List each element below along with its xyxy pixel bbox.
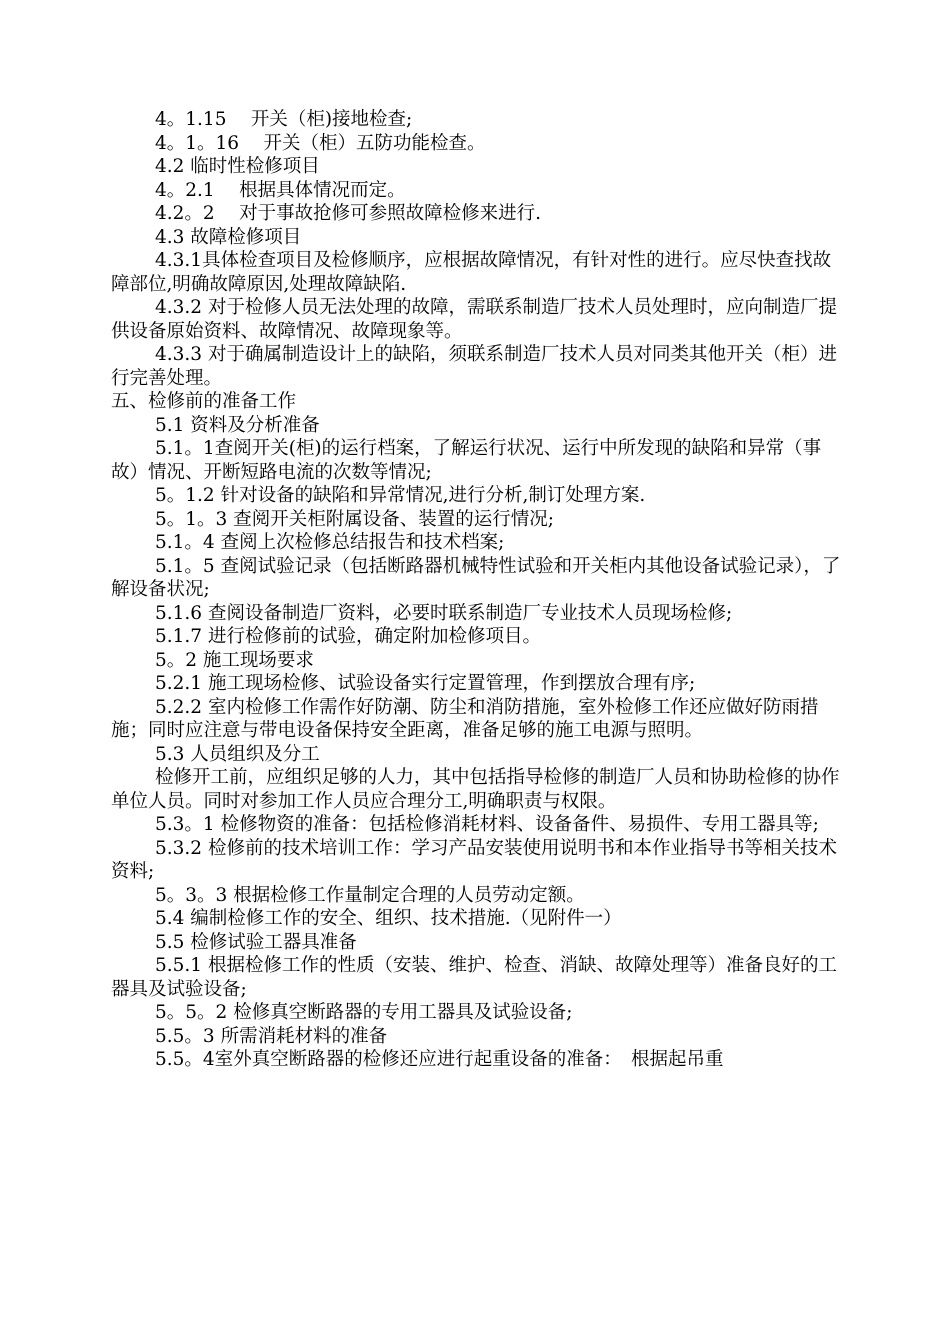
paragraph-5-1-1: 5.1。1查阅开关(柜)的运行档案，了解运行状况、运行中所发现的缺陷和异常（事故）情况、开断短路电流的次数等情况;	[111, 438, 822, 483]
paragraph-5-1-4: 5.1。4 查阅上次检修总结报告和技术档案;	[155, 532, 505, 553]
paragraph-5-1-2: 5。1.2 针对设备的缺陷和异常情况,进行分析,制订处理方案.	[155, 485, 646, 506]
paragraph-4-2-1: 4。2.1 根据具体情况而定。	[155, 179, 406, 201]
paragraph-4-3-1: 4.3.1具体检查项目及检修顺序，应根据故障情况，有针对性的进行。应尽快查找故障部位,明确故障原因,处理故障缺陷.	[111, 250, 832, 295]
section-heading-5: 五、检修前的准备工作	[111, 391, 297, 412]
paragraph-5-1-5: 5.1。5 查阅试验记录（包括断路器机械特性试验和开关柜内其他设备试验记录），了解设备状况;	[111, 555, 841, 600]
paragraph-5-5-2: 5。5。2 检修真空断路器的专用工器具及试验设备;	[155, 1002, 573, 1023]
paragraph-5-1-6: 5.1.6 查阅设备制造厂资料，必要时联系制造厂专业技术人员现场检修;	[155, 602, 733, 624]
heading-5-2: 5。2 施工现场要求	[155, 649, 314, 671]
paragraph-4-1-16: 4。1。16 开关（柜）五防功能检查。	[155, 132, 486, 154]
paragraph-5-5-4: 5.5。4室外真空断路器的检修还应进行起重设备的准备： 根据起吊重	[155, 1049, 724, 1070]
heading-5-1: 5.1 资料及分析准备	[155, 414, 320, 436]
paragraph-5-5-1: 5.5.1 根据检修工作的性质（安装、维护、检查、消缺、故障处理等）准备良好的工器具及试验设备;	[111, 955, 837, 1000]
heading-4-2: 4.2 临时性检修项目	[155, 156, 320, 177]
heading-5-3: 5.3 人员组织及分工	[155, 743, 320, 765]
paragraph-5-1-7: 5.1.7 进行检修前的试验，确定附加检修项目。	[155, 626, 541, 647]
heading-4-3: 4.3 故障检修项目	[155, 226, 302, 248]
paragraph-4-3-3: 4.3.3 对于确属制造设计上的缺陷，须联系制造厂技术人员对同类其他开关（柜）进行完善处理。	[111, 344, 837, 389]
paragraph-5-3-3: 5。3。3 根据检修工作量制定合理的人员劳动定额。	[155, 884, 585, 906]
paragraph-5-3-1: 5.3。1 检修物资的准备：包括检修消耗材料、设备备件、易损件、专用工器具等;	[155, 814, 819, 835]
heading-5-4: 5.4 编制检修工作的安全、组织、技术措施.（见附件一）	[155, 908, 622, 929]
paragraph-4-1-15: 4。1.15 开关（柜)接地检查;	[155, 109, 413, 130]
paragraph-5-5-3: 5.5。3 所需消耗材料的准备	[155, 1025, 388, 1047]
paragraph-5-3-2: 5.3.2 检修前的技术培训工作：学习产品安装使用说明书和本作业指导书等相关技术资料;	[111, 837, 837, 882]
paragraph-4-2-2: 4.2。2 对于事故抢修可参照故障检修来进行.	[155, 203, 541, 224]
paragraph-4-3-2: 4.3.2 对于检修人员无法处理的故障，需联系制造厂技术人员处理时，应向制造厂提供设备原始资料、故障情况、故障现象等。	[111, 297, 837, 342]
heading-5-5: 5.5 检修试验工器具准备	[155, 931, 357, 953]
paragraph-5-3-intro: 检修开工前，应组织足够的人力，其中包括指导检修的制造厂人员和协助检修的协作单位人员。同时对参加工作人员应合理分工,明确职责与权限。	[111, 767, 840, 812]
paragraph-5-2-2: 5.2.2 室内检修工作需作好防潮、防尘和消防措施，室外检修工作还应做好防雨措施；同时应注意与带电设备保持安全距离，准备足够的施工电源与照明。	[111, 696, 819, 741]
paragraph-5-1-3: 5。1。3 查阅开关柜附属设备、装置的运行情况;	[155, 508, 554, 530]
paragraph-5-2-1: 5.2.1 施工现场检修、试验设备实行定置管理，作到摆放合理有序;	[155, 673, 696, 694]
document-page	[111, 108, 841, 1072]
